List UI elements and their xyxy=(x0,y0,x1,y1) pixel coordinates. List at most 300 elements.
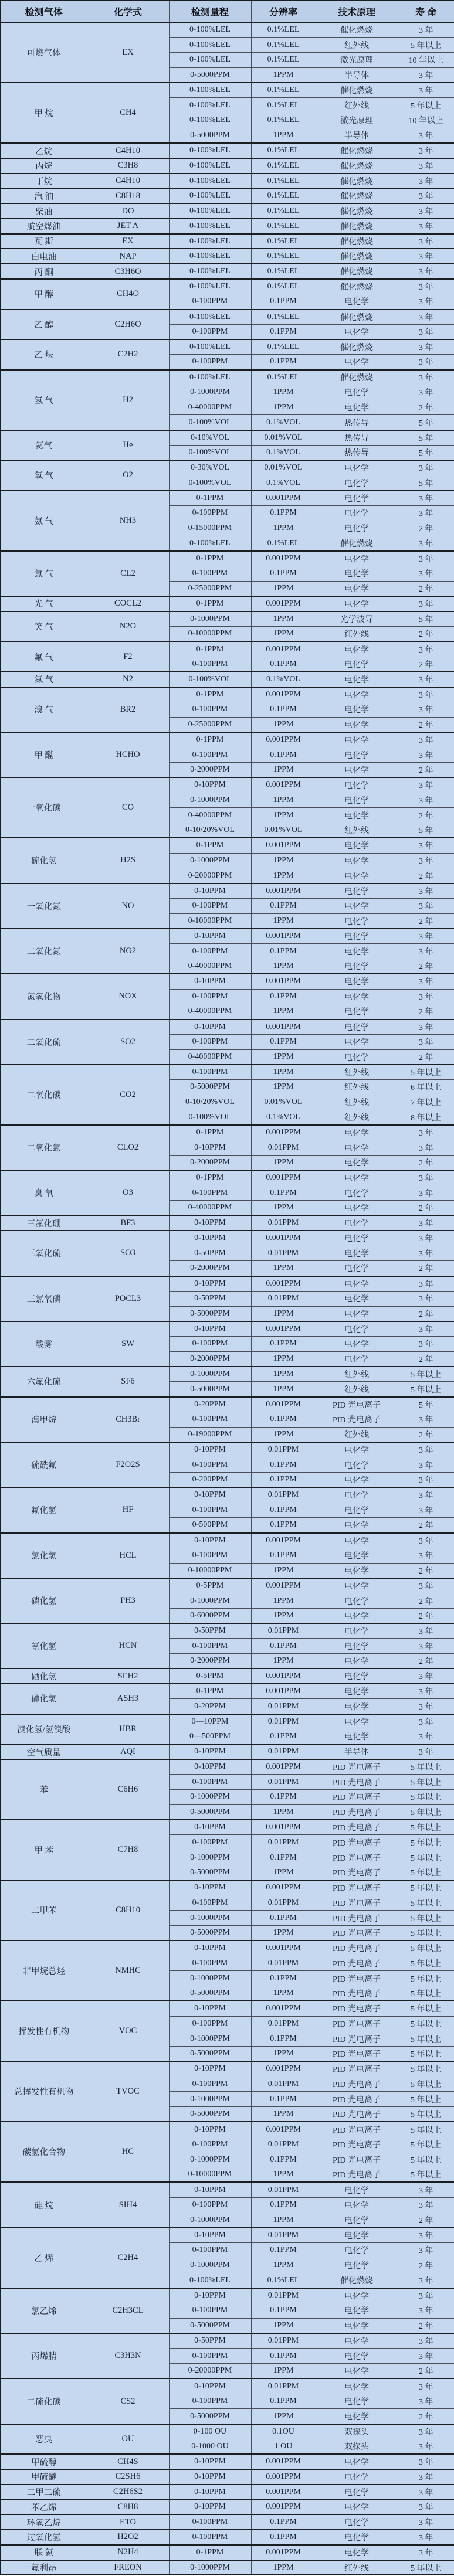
principle-cell: 热传导 xyxy=(316,430,398,446)
resolution-cell: 0.01PPM xyxy=(251,1442,316,1457)
range-cell: 0-100PPM xyxy=(169,898,251,913)
table-row xyxy=(1,2182,454,2197)
resolution-cell: 0.1PPM xyxy=(251,2031,316,2047)
range-cell: 0-15000PPM xyxy=(169,521,251,536)
resolution-cell: 0.01PPM xyxy=(251,1714,316,1729)
resolution-cell: 0.01%VOL xyxy=(251,1095,316,1110)
principle-cell: 电化学 xyxy=(316,1503,398,1518)
formula-cell: BR2 xyxy=(87,687,169,732)
principle-cell: 电化学 xyxy=(316,566,398,582)
resolution-cell: 1PPM xyxy=(251,128,316,143)
lifespan-cell: 3 年 xyxy=(398,294,454,310)
resolution-cell: 1PPM xyxy=(251,1986,316,2001)
gas-name-cell: 三氧化硫 xyxy=(1,1231,87,1276)
principle-cell: 激光原理 xyxy=(316,113,398,128)
range-cell: 0-1000PPM xyxy=(169,2092,251,2107)
gas-name-cell: 溴 气 xyxy=(1,687,87,732)
lifespan-cell: 5 年以上 xyxy=(398,2016,454,2031)
resolution-cell: 1PPM xyxy=(251,2409,316,2424)
range-cell: 0-5000PPM xyxy=(169,1080,251,1095)
principle-cell: 电化学 xyxy=(316,763,398,778)
range-cell: 0-1000PPM xyxy=(169,2031,251,2047)
table-row xyxy=(1,249,454,264)
lifespan-cell: 3 年 xyxy=(398,143,454,158)
principle-cell: PID 光电离子 xyxy=(316,2167,398,2183)
table-row xyxy=(1,551,454,566)
gas-name-cell: 乙 烯 xyxy=(1,2228,87,2288)
formula-cell: NAP xyxy=(87,249,169,264)
header-lifespan: 寿 命 xyxy=(398,1,454,22)
lifespan-cell: 3 年 xyxy=(398,310,454,325)
table-row xyxy=(1,310,454,325)
principle-cell: 热传导 xyxy=(316,445,398,460)
lifespan-cell: 5 年以上 xyxy=(398,1820,454,1835)
principle-cell: 电化学 xyxy=(316,1306,398,1321)
gas-name-cell: 臭 氧 xyxy=(1,1170,87,1215)
range-cell: 0-1PPM xyxy=(169,551,251,566)
principle-cell: 电化学 xyxy=(316,687,398,702)
table-row xyxy=(1,1367,454,1382)
resolution-cell: 1PPM xyxy=(251,1427,316,1442)
table-row xyxy=(1,2530,454,2545)
formula-cell: C4H10 xyxy=(87,174,169,189)
gas-name-cell: 乙 炔 xyxy=(1,339,87,370)
range-cell: 0-50PPM xyxy=(169,1623,251,1639)
lifespan-cell: 3 年 xyxy=(398,1623,454,1639)
lifespan-cell: 2 年 xyxy=(398,1518,454,1533)
principle-cell: 催化燃烧 xyxy=(316,188,398,203)
principle-cell: PID 光电离子 xyxy=(316,2077,398,2092)
resolution-cell: 0.1PPM xyxy=(251,1548,316,1563)
resolution-cell: 0.001PPM xyxy=(251,2061,316,2077)
lifespan-cell: 5 年以上 xyxy=(398,1382,454,1397)
range-cell: 0-10PPM xyxy=(169,1321,251,1337)
resolution-cell: 0.01%VOL xyxy=(251,430,316,446)
range-cell: 0-5000PPM xyxy=(169,1925,251,1941)
range-cell: 0-100PPM xyxy=(169,566,251,582)
range-cell: 0-100PPM xyxy=(169,355,251,370)
lifespan-cell: 2 年 xyxy=(398,2213,454,2228)
resolution-cell: 0.001PPM xyxy=(251,641,316,657)
lifespan-cell: 3 年 xyxy=(398,898,454,913)
principle-cell: 电化学 xyxy=(316,2378,398,2394)
principle-cell: PID 光电离子 xyxy=(316,1895,398,1911)
lifespan-cell: 3 年 xyxy=(398,279,454,294)
resolution-cell: 0.1%LEL xyxy=(251,38,316,53)
range-cell: 0-1PPM xyxy=(169,641,251,657)
principle-cell: 电化学 xyxy=(316,2454,398,2469)
principle-cell: 电化学 xyxy=(316,929,398,944)
principle-cell: 电化学 xyxy=(316,883,398,899)
resolution-cell: 1PPM xyxy=(251,1593,316,1609)
lifespan-cell: 2 年 xyxy=(398,913,454,929)
range-cell: 0-100%LEL xyxy=(169,53,251,68)
lifespan-cell: 3 年 xyxy=(398,747,454,763)
resolution-cell: 0.1PPM xyxy=(251,989,316,1004)
principle-cell: 电化学 xyxy=(316,1004,398,1019)
principle-cell: PID 光电离子 xyxy=(316,1911,398,1926)
lifespan-cell: 2 年 xyxy=(398,1563,454,1578)
lifespan-cell: 3 年 xyxy=(398,1321,454,1337)
resolution-cell: 0.001PPM xyxy=(251,596,316,611)
range-cell: 0-10PPM xyxy=(169,1231,251,1246)
lifespan-cell: 3 年 xyxy=(398,944,454,959)
range-cell: 0-50PPM xyxy=(169,2333,251,2349)
range-cell: 0-5000PPM xyxy=(169,1382,251,1397)
table-row xyxy=(1,219,454,234)
principle-cell: 电化学 xyxy=(316,324,398,339)
principle-cell: 电化学 xyxy=(316,717,398,732)
resolution-cell: 0.001PPM xyxy=(251,2454,316,2469)
formula-cell: EX xyxy=(87,234,169,249)
principle-cell: 电化学 xyxy=(316,1231,398,1246)
lifespan-cell: 2 年 xyxy=(398,521,454,536)
lifespan-cell: 3 年 xyxy=(398,974,454,989)
formula-cell: C6H6 xyxy=(87,1759,169,1820)
range-cell: 0-1000 OU xyxy=(169,2439,251,2455)
principle-cell: 电化学 xyxy=(316,1034,398,1049)
gas-name-cell: 氯化氢 xyxy=(1,1533,87,1578)
range-cell: 0-1000PPM xyxy=(169,1367,251,1382)
table-row xyxy=(1,2485,454,2500)
resolution-cell: 0.01PPM xyxy=(251,1215,316,1231)
resolution-cell: 0.1%LEL xyxy=(251,249,316,264)
principle-cell: 电化学 xyxy=(316,1623,398,1639)
table-row xyxy=(1,1941,454,1956)
gas-name-cell: 甲 醇 xyxy=(1,279,87,310)
lifespan-cell: 3 年 xyxy=(398,566,454,582)
range-cell: 0-100PPM xyxy=(169,1185,251,1201)
lifespan-cell: 3 年 xyxy=(398,128,454,143)
gas-name-cell: 氯乙烯 xyxy=(1,2288,87,2333)
range-cell: 0-10PPM xyxy=(169,974,251,989)
resolution-cell: 0.1PPM xyxy=(251,1412,316,1427)
resolution-cell: 0.01%VOL xyxy=(251,460,316,475)
header-row xyxy=(1,1,454,22)
range-cell: 0-100%LEL xyxy=(169,83,251,98)
principle-cell: PID 光电离子 xyxy=(316,1759,398,1775)
lifespan-cell: 5 年以上 xyxy=(398,2047,454,2062)
range-cell: 0-10000PPM xyxy=(169,913,251,929)
formula-cell: CLO2 xyxy=(87,1125,169,1170)
principle-cell: PID 光电离子 xyxy=(316,2031,398,2047)
resolution-cell: 0.01PPM xyxy=(251,2182,316,2197)
resolution-cell: 0.1PPM xyxy=(251,2514,316,2530)
range-cell: 0-10PPM xyxy=(169,2182,251,2197)
lifespan-cell: 3 年 xyxy=(398,641,454,657)
principle-cell: PID 光电离子 xyxy=(316,1880,398,1895)
range-cell: 0-10PPM xyxy=(169,2288,251,2303)
range-cell: 0-1000PPM xyxy=(169,1790,251,1805)
table-row xyxy=(1,83,454,98)
principle-cell: PID 光电离子 xyxy=(316,2016,398,2031)
range-cell: 0-19000PPM xyxy=(169,1427,251,1442)
principle-cell: 光学波导 xyxy=(316,611,398,627)
resolution-cell: 0.1PPM xyxy=(251,506,316,521)
gas-name-cell: 航空煤油 xyxy=(1,219,87,234)
resolution-cell: 1PPM xyxy=(251,959,316,974)
principle-cell: 红外线 xyxy=(316,1065,398,1080)
resolution-cell: 0.001PPM xyxy=(251,491,316,506)
range-cell: 0-10PPM xyxy=(169,2485,251,2500)
gas-name-cell: 甲硫醇 xyxy=(1,2454,87,2469)
resolution-cell: 0.001PPM xyxy=(251,2122,316,2137)
table-row xyxy=(1,1442,454,1457)
table-row xyxy=(1,2424,454,2439)
lifespan-cell: 3 年 xyxy=(398,460,454,475)
range-cell: 0-100%LEL xyxy=(169,158,251,174)
lifespan-cell: 5 年以上 xyxy=(398,1367,454,1382)
table-row xyxy=(1,1759,454,1775)
table-row xyxy=(1,883,454,899)
range-cell: 0-100PPM xyxy=(169,1895,251,1911)
lifespan-cell: 3 年 xyxy=(398,1548,454,1563)
formula-cell: O2 xyxy=(87,460,169,491)
resolution-cell: 0.1%LEL xyxy=(251,2273,316,2288)
range-cell: 0-5000PPM xyxy=(169,67,251,83)
table-row xyxy=(1,2061,454,2077)
formula-cell: C8H10 xyxy=(87,1880,169,1941)
principle-cell: 电化学 xyxy=(316,1170,398,1185)
formula-cell: C2H4 xyxy=(87,2228,169,2288)
lifespan-cell: 2 年 xyxy=(398,581,454,596)
principle-cell: 电化学 xyxy=(316,2258,398,2273)
gas-name-cell: 挥发性有机物 xyxy=(1,2001,87,2061)
resolution-cell: 0.01PPM xyxy=(251,2016,316,2031)
lifespan-cell: 3 年 xyxy=(398,1487,454,1503)
principle-cell: 红外线 xyxy=(316,1427,398,1442)
principle-cell: 电化学 xyxy=(316,460,398,475)
resolution-cell: 0.01PPM xyxy=(251,1744,316,1759)
gas-name-cell: 一氧化氮 xyxy=(1,883,87,929)
lifespan-cell: 3 年 xyxy=(398,1140,454,1156)
resolution-cell: 0.001PPM xyxy=(251,1759,316,1775)
lifespan-cell: 5 年以上 xyxy=(398,1865,454,1880)
resolution-cell: 0.1PPM xyxy=(251,944,316,959)
table-row xyxy=(1,1820,454,1835)
lifespan-cell: 3 年 xyxy=(398,174,454,189)
range-cell: 0-100%LEL xyxy=(169,203,251,219)
principle-cell: PID 光电离子 xyxy=(316,1925,398,1941)
range-cell: 0-100%VOL xyxy=(169,1110,251,1125)
lifespan-cell: 5 年以上 xyxy=(398,1790,454,1805)
principle-cell: 电化学 xyxy=(316,838,398,853)
gas-name-cell: 环氧乙烷 xyxy=(1,2514,87,2530)
lifespan-cell: 2 年 xyxy=(398,1654,454,1669)
resolution-cell: 0.01PPM xyxy=(251,1895,316,1911)
range-cell: 0-5000PPM xyxy=(169,2409,251,2424)
resolution-cell: 0.1PPM xyxy=(251,1518,316,1533)
resolution-cell: 0.001PPM xyxy=(251,2001,316,2016)
resolution-cell: 0.1%LEL xyxy=(251,234,316,249)
range-cell: 0-1000PPM xyxy=(169,2152,251,2167)
principle-cell: 电化学 xyxy=(316,1518,398,1533)
lifespan-cell: 5 年 xyxy=(398,823,454,838)
range-cell: 0-25000PPM xyxy=(169,717,251,732)
resolution-cell: 0.1PPM xyxy=(251,2243,316,2258)
formula-cell: HCN xyxy=(87,1623,169,1668)
gas-name-cell: 笑 气 xyxy=(1,611,87,642)
gas-name-cell: 恶臭 xyxy=(1,2424,87,2455)
lifespan-cell: 3 年 xyxy=(398,2303,454,2319)
principle-cell: 电化学 xyxy=(316,657,398,672)
table-row xyxy=(1,279,454,294)
table-row xyxy=(1,2288,454,2303)
principle-cell: 电化学 xyxy=(316,898,398,913)
principle-cell: 电化学 xyxy=(316,2197,398,2213)
range-cell: 0-25000PPM xyxy=(169,581,251,596)
principle-cell: 电化学 xyxy=(316,777,398,793)
resolution-cell: 1PPM xyxy=(251,1080,316,1095)
range-cell: 0-1PPM xyxy=(169,2545,251,2560)
gas-name-cell: 瓦 斯 xyxy=(1,234,87,249)
table-row xyxy=(1,1065,454,1080)
formula-cell: COCL2 xyxy=(87,596,169,611)
range-cell: 0-100PPM xyxy=(169,1457,251,1473)
formula-cell: F2 xyxy=(87,641,169,672)
range-cell: 0-50PPM xyxy=(169,1246,251,1261)
lifespan-cell: 2 年 xyxy=(398,2364,454,2379)
lifespan-cell: 6 年以上 xyxy=(398,1080,454,1095)
formula-cell: AQI xyxy=(87,1744,169,1759)
range-cell: 0-100PPM xyxy=(169,294,251,310)
table-row xyxy=(1,687,454,702)
resolution-cell: 0.1%LEL xyxy=(251,279,316,294)
principle-cell: 电化学 xyxy=(316,2545,398,2560)
range-cell: 0-100PPM xyxy=(169,2514,251,2530)
lifespan-cell: 2 年 xyxy=(398,657,454,672)
gas-name-cell: 联 氨 xyxy=(1,2545,87,2560)
range-cell: 0-100PPM xyxy=(169,1503,251,1518)
resolution-cell: 0.1PPM xyxy=(251,2530,316,2545)
range-cell: 0-30%VOL xyxy=(169,460,251,475)
lifespan-cell: 3 年 xyxy=(398,67,454,83)
principle-cell: 电化学 xyxy=(316,294,398,310)
principle-cell: PID 光电离子 xyxy=(316,1971,398,1986)
lifespan-cell: 5 年以上 xyxy=(398,98,454,113)
lifespan-cell: 2 年 xyxy=(398,1351,454,1367)
range-cell: 0-1000PPM xyxy=(169,2213,251,2228)
lifespan-cell: 5 年 xyxy=(398,475,454,491)
principle-cell: 电化学 xyxy=(316,1608,398,1623)
principle-cell: 催化燃烧 xyxy=(316,2273,398,2288)
principle-cell: 电化学 xyxy=(316,2530,398,2545)
table-row xyxy=(1,1170,454,1185)
resolution-cell: 0.1PPM xyxy=(251,1034,316,1049)
table-row xyxy=(1,2378,454,2394)
resolution-cell: 0.001PPM xyxy=(251,1321,316,1337)
formula-cell: HC xyxy=(87,2122,169,2182)
range-cell: 0-10PPM xyxy=(169,1820,251,1835)
principle-cell: 电化学 xyxy=(316,1140,398,1156)
resolution-cell: 1PPM xyxy=(251,2167,316,2183)
resolution-cell: 0.001PPM xyxy=(251,1231,316,1246)
lifespan-cell: 10 年以上 xyxy=(398,53,454,68)
formula-cell: NOX xyxy=(87,974,169,1019)
gas-name-cell: 非甲烷总烃 xyxy=(1,1941,87,2001)
lifespan-cell: 3 年 xyxy=(398,883,454,899)
resolution-cell: 1PPM xyxy=(251,67,316,83)
table-row xyxy=(1,1487,454,1503)
principle-cell: 电化学 xyxy=(316,1125,398,1140)
table-row xyxy=(1,188,454,203)
principle-cell: 红外线 xyxy=(316,1095,398,1110)
range-cell: 0-1PPM xyxy=(169,732,251,747)
principle-cell: 电化学 xyxy=(316,1639,398,1654)
lifespan-cell: 3 年 xyxy=(398,158,454,174)
range-cell: 0-10PPM xyxy=(169,2228,251,2243)
lifespan-cell: 3 年 xyxy=(398,2243,454,2258)
principle-cell: 电化学 xyxy=(316,2288,398,2303)
range-cell: 0-1000PPM xyxy=(169,1593,251,1609)
range-cell: 0-100PPM xyxy=(169,2394,251,2409)
range-cell: 0-100%LEL xyxy=(169,310,251,325)
lifespan-cell: 5 年以上 xyxy=(398,2152,454,2167)
principle-cell: PID 光电离子 xyxy=(316,1835,398,1850)
resolution-cell: 0.1OU xyxy=(251,2424,316,2439)
formula-cell: ASH3 xyxy=(87,1684,169,1714)
lifespan-cell: 3 年 xyxy=(398,2197,454,2213)
lifespan-cell: 2 年 xyxy=(398,868,454,883)
resolution-cell: 0.1PPM xyxy=(251,1457,316,1473)
principle-cell: 红外线 xyxy=(316,2560,398,2575)
lifespan-cell: 3 年 xyxy=(398,1231,454,1246)
formula-cell: HCHO xyxy=(87,732,169,777)
resolution-cell: 0.1PPM xyxy=(251,1639,316,1654)
lifespan-cell: 3 年 xyxy=(398,249,454,264)
table-row xyxy=(1,1578,454,1593)
lifespan-cell: 3 年 xyxy=(398,2394,454,2409)
lifespan-cell: 3 年 xyxy=(398,2182,454,2197)
range-cell: 0-10PPM xyxy=(169,1215,251,1231)
range-cell: 0-10PPM xyxy=(169,883,251,899)
resolution-cell: 0.1PPM xyxy=(251,747,316,763)
range-cell: 0-2000PPM xyxy=(169,1654,251,1669)
lifespan-cell: 2 年 xyxy=(398,2318,454,2333)
resolution-cell: 0.1%LEL xyxy=(251,53,316,68)
range-cell: 0-100%LEL xyxy=(169,370,251,385)
range-cell: 0-5000PPM xyxy=(169,1986,251,2001)
range-cell: 0—10PPM xyxy=(169,1714,251,1729)
resolution-cell: 0.001PPM xyxy=(251,551,316,566)
table-row xyxy=(1,641,454,657)
principle-cell: 电化学 xyxy=(316,2303,398,2319)
principle-cell: 电化学 xyxy=(316,944,398,959)
principle-cell: 催化燃烧 xyxy=(316,174,398,189)
principle-cell: 红外线 xyxy=(316,1382,398,1397)
lifespan-cell: 3 年 xyxy=(398,777,454,793)
gas-name-cell: 甲 烷 xyxy=(1,83,87,143)
table-row xyxy=(1,596,454,611)
resolution-cell: 1PPM xyxy=(251,868,316,883)
resolution-cell: 0.01PPM xyxy=(251,2378,316,2394)
principle-cell: 电化学 xyxy=(316,1201,398,1216)
lifespan-cell: 2 年 xyxy=(398,2258,454,2273)
principle-cell: 催化燃烧 xyxy=(316,22,398,38)
range-cell: 0-10PPM xyxy=(169,1140,251,1156)
principle-cell: 电化学 xyxy=(316,1019,398,1035)
lifespan-cell: 5 年 xyxy=(398,1397,454,1412)
lifespan-cell: 2 年 xyxy=(398,1306,454,1321)
resolution-cell: 0.1%VOL xyxy=(251,1110,316,1125)
lifespan-cell: 3 年 xyxy=(398,1019,454,1035)
range-cell: 0-100PPM xyxy=(169,989,251,1004)
principle-cell: PID 光电离子 xyxy=(316,1804,398,1820)
principle-cell: 电化学 xyxy=(316,2182,398,2197)
gas-name-cell: 六氟化硫 xyxy=(1,1367,87,1397)
lifespan-cell: 5 年以上 xyxy=(398,1895,454,1911)
resolution-cell: 0.001PPM xyxy=(251,2500,316,2515)
